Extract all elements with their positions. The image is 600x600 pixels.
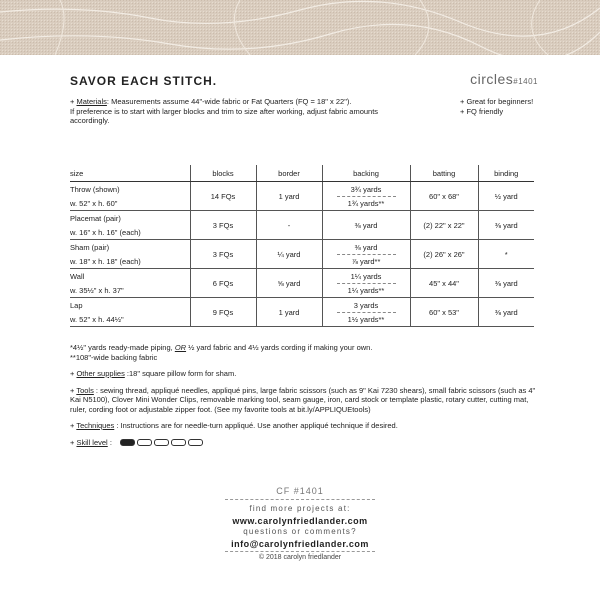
materials-text2: If preference is to start with larger blocks and trim to size after working, adjust fabric amounts accordingly. — [70, 106, 379, 125]
wide-backing-note: **108"-wide backing fabric — [70, 352, 158, 362]
skill-dot-filled — [120, 439, 135, 446]
col-size: size — [70, 165, 190, 182]
blocks-cell: 14 FQs — [190, 182, 256, 211]
skill-dot-empty — [154, 439, 169, 446]
batting-cell: (2) 22" x 22" — [410, 211, 478, 240]
materials-note: + Materials: Measurements assume 44"-wide fabric or Fat Quarters (FQ = 18" x 22"). If preference is to start with larger blocks and trim to size after working, adjust fabric amounts accordingly. — [70, 97, 379, 125]
blocks-cell: 6 FQs — [190, 269, 256, 298]
backing-cell — [322, 269, 410, 298]
batting-cell: 45" x 44" — [410, 269, 478, 298]
border-cell: - — [256, 211, 322, 240]
col-batting: batting — [410, 165, 478, 182]
piping-note — [70, 343, 540, 362]
other-supplies: + Other supplies :18" square pillow form for sham. — [70, 369, 237, 378]
backing-cell — [322, 182, 410, 211]
questions-label: questions or comments? — [243, 527, 357, 536]
binding-cell: ⅜ yard — [478, 269, 534, 298]
size-name: Wall — [70, 272, 85, 281]
notes-right — [460, 97, 533, 116]
size-name: Placemat (pair) — [70, 214, 121, 223]
border-cell: 1 yard — [256, 182, 322, 211]
note-beginners: + Great for beginners! — [460, 97, 534, 106]
size-dimensions: w. 52" x h. 44½" — [70, 315, 124, 324]
backing-regular: 1¼ yards — [337, 272, 396, 284]
size-name: Throw (shown) — [70, 185, 120, 194]
backing-regular: 3 yards — [337, 301, 396, 313]
other-supplies-label: Other supplies — [76, 369, 125, 378]
size-name: Sham (pair) — [70, 243, 110, 252]
piping-note-pre: *4½" yards ready-made piping, — [70, 343, 175, 352]
col-border: border — [256, 165, 322, 182]
batting-cell: (2) 26" x 26" — [410, 240, 478, 269]
fabric-texture-banner — [0, 0, 600, 55]
other-supplies-text: :18" square pillow form for sham. — [124, 369, 237, 378]
tools-label: Tools — [76, 385, 94, 395]
backing-regular: 3¾ yards — [337, 185, 396, 197]
email-link[interactable]: info@carolynfriedlander.com — [231, 539, 369, 549]
backing-cell: ⅜ yard — [322, 211, 410, 240]
techniques-text: : Instructions are for needle-turn appliqué. Use another appliqué technique if desired. — [114, 421, 398, 430]
border-cell: ¼ yard — [256, 240, 322, 269]
skill-dot-empty — [137, 439, 152, 446]
table-row — [70, 182, 534, 211]
skill-level: + Skill level : — [70, 438, 540, 448]
techniques-label: Techniques — [76, 421, 115, 430]
pattern-number: #1401 — [513, 77, 538, 86]
backing-cell — [322, 240, 410, 269]
footnotes — [70, 343, 540, 447]
note-fq: + FQ friendly — [460, 106, 504, 116]
find-more-label: find more projects at: — [249, 504, 351, 513]
border-cell: ⅝ yard — [256, 269, 322, 298]
batting-cell: 60" x 68" — [410, 182, 478, 211]
tools-text: : sewing thread, appliqué needles, appliqué pins, large fabric scissors (such as 9" Kai 7230 shears), small fabric scissors (such as 4" Kai N5100), Clover Mini Wonder Clips, removable marking tool, seam gauge, iron, card stock or template plastic, rotary cutter, cutting mat, ruler, cording foot or adjustable zipper foot. (See my favorite tools at bit.ly/APPLIQUEtools) — [70, 385, 536, 414]
footer-divider — [225, 499, 375, 500]
backing-regular: ⅜ yard — [337, 243, 396, 255]
size-name: Lap — [70, 301, 83, 310]
piping-note-post: ½ yard fabric and 4½ yards cording if making your own. — [186, 343, 373, 352]
skill-dot-empty — [188, 439, 203, 446]
pattern-code: CF #1401 — [276, 486, 324, 496]
brand-title: SAVOR EACH STITCH. — [70, 74, 218, 88]
size-dimensions: w. 18" x h. 18" (each) — [70, 257, 141, 266]
binding-cell: * — [478, 240, 534, 269]
blocks-cell: 3 FQs — [190, 240, 256, 269]
techniques: + Techniques : Instructions are for needle-turn appliqué. Use another appliqué technique if desired. — [70, 421, 398, 430]
table-row — [70, 298, 534, 327]
copyright: © 2018 carolyn friedlander — [258, 554, 342, 561]
texture-pattern — [0, 0, 600, 55]
col-binding: binding — [478, 165, 534, 182]
binding-cell: ½ yard — [478, 182, 534, 211]
pattern-name: circles — [470, 71, 514, 87]
backing-wide: 1¾ yards** — [347, 198, 385, 208]
backing-wide: ⅞ yard** — [351, 256, 381, 266]
blocks-cell: 9 FQs — [190, 298, 256, 327]
blocks-cell: 3 FQs — [190, 211, 256, 240]
piping-note-or: OR — [174, 343, 187, 352]
footer-divider-bottom — [225, 551, 375, 552]
materials-label: Materials — [76, 97, 107, 106]
website-link[interactable]: www.carolynfriedlander.com — [232, 516, 368, 526]
table-header — [70, 165, 534, 182]
size-dimensions: w. 35½" x h. 37" — [70, 286, 124, 295]
binding-cell: ⅜ yard — [478, 211, 534, 240]
col-backing: backing — [322, 165, 410, 182]
border-cell: 1 yard — [256, 298, 322, 327]
backing-wide: 1¼ yards** — [347, 285, 385, 295]
batting-cell: 60" x 53" — [410, 298, 478, 327]
table-row — [70, 269, 534, 298]
size-dimensions: w. 52" x h. 60" — [70, 199, 118, 208]
size-dimensions: w. 16" x h. 16" (each) — [70, 228, 141, 237]
table-row — [70, 240, 534, 269]
tools: + Tools : sewing thread, appliqué needles, appliqué pins, large fabric scissors (such as 9" Kai 7230 shears), small fabric scissors (such as 4" Kai N5100), Clover Mini Wonder Clips, removable marking tool, seam gauge, iron, card stock or template plastic, rotary cutter, cutting mat, ruler, cording foot or adjustable zipper foot. (See my favorite tools at bit.ly/APPLIQUEtools) — [70, 385, 536, 414]
skill-level-meter — [120, 439, 203, 446]
skill-level-label: Skill level — [76, 437, 108, 447]
backing-wide: 1½ yards** — [347, 314, 385, 324]
table-row — [70, 211, 534, 240]
col-blocks: blocks — [190, 165, 256, 182]
materials-text1: : Measurements assume 44"-wide fabric or Fat Quarters (FQ = 18" x 22"). — [106, 97, 352, 106]
backing-cell — [322, 298, 410, 327]
binding-cell: ⅜ yard — [478, 298, 534, 327]
pattern-title — [470, 71, 538, 87]
skill-dot-empty — [171, 439, 186, 446]
yardage-table — [70, 165, 534, 327]
